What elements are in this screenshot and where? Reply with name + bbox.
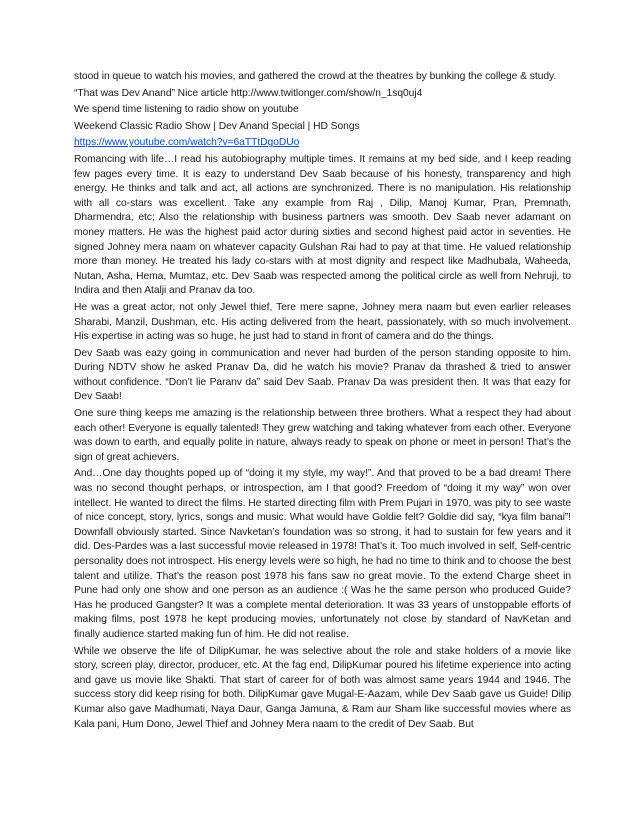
- paragraph: While we observe the life of DilipKumar, he was selective about the role and stake holders of a movie like story, screen play, director, producer, etc. At the fag end, DilipKumar poured his lifetime experience into acting and gave us movie like Shakti. That start of career for of both was almost same years 1944 and 1946. The success story did keep rising for both. DilipKumar gave Mugal-E-Aazam, while Dev Saab gave us Guide! Dilip Kumar also gave Madhumati, Naya Daur, Ganga Jamuna, & Ram aur Sham like successful movies where as Kala pani, Hum Dono, Jewel Thief and Johney Mera naam to the credit of Dev Saab. But: [74, 645, 571, 730]
- paragraph: And…One day thoughts poped up of “doing it my style, my way!”. And that proved to be a bad dream! There was no second thought perhaps, or introspection, am I that good? Freedom of “doing it my way” won over intellect. He wanted to direct the films. He started directing film with Prem Pujari in 1970, was pity to see waste of nice concept, story, lyrics, songs and music. What would have Goldie felt? Goldie did say, “kya film banai”! Downfall obviously started. Since Navketan’s foundation was so strong, it had to sustain for few years and it did. Des-Pardes was a last successful movie released in 1978! That’s it. Too much involved in self, Self-centric personality does not introspect. His energy levels were so high, he had no time to think and to choose the best talent and utilize. That’s the reason post 1978 his fans saw no great movie. To the extend Charge sheet in Pune had only one show and one person as an audience :( Was he the same person who produced Guide? Has he produced Gangster? It was a complete mental deterioration. It was 33 years of unstoppable efforts of making films, post 1978 he kept producing movies, unfortunately not close by standard of NavKetan and finally audience started making fun of him. He did not realise.: [74, 468, 571, 640]
- article-reference: “That was Dev Anand” Nice article http://www.twitlonger.com/show/n_1sq0uj4: [74, 87, 423, 99]
- paragraph: We spend time listening to radio show on youtube: [74, 104, 299, 116]
- youtube-link[interactable]: https://www.youtube.com/watch?v=6aTTtDgoDUo: [74, 137, 300, 149]
- paragraph: Romancing with life…I read his autobiography multiple times. It remains at my bed side, and I keep reading few pages every time. It is eazy to understand Dev Saab because of his honesty, transparency and high energy. He thinks and talk and act, all actions are synchronized. There is no manipulation. His relationship with all co-stars was excellent. Take any example from Raj , Dilip, Manoj Kumar, Pran, Premnath, Dharmendra, etc; Also the relationship with business partners was smooth. Dev Saab never adamant on money matters. He was the highest paid actor during sixties and second highest paid actor in seventies. He signed Johney mera naam on whatever capacity Gulshan Rai had to pay at that time. He valued relationship more than money. He treated his lady co-stars with at most dignity and respect like Madhubala, Waheeda, Nutan, Asha, Hema, Mumtaz, etc. Dev Saab was respected among the political circle as well from Nehruji, to Indira and then Atalji and Pranav da too.: [74, 153, 571, 297]
- paragraph: stood in queue to watch his movies, and gathered the crowd at the theatres by bunking the college & study.: [74, 71, 557, 82]
- paragraph: Dev Saab was eazy going in communication and never had burden of the person standing opposite to him. During NDTV show he asked Pranav Da, did he watch his movie? Pranav da thrashed & tried to answer without confidence. “Don’t lie Paranv da” said Dev Saab. Pranav Da was president then. It was that eazy for Dev Saab!: [74, 347, 571, 403]
- video-title: Weekend Classic Radio Show | Dev Anand Special | HD Songs: [74, 120, 360, 132]
- paragraph: He was a great actor, not only Jewel thief, Tere mere sapne, Johney mera naam but even earlier releases Sharabi, Manzil, Dushman, etc. His acting delivered from the heart, passionately, with so much involvement. His expertise in acting was so huge, he just had to stand in front of camera and do the things.: [74, 301, 571, 343]
- paragraph: One sure thing keeps me amazing is the relationship between three brothers. What a respect they had about each other! Everyone is equally talented! They grew watching and taking whatever from each other. Everyone was down to earth, and equally polite in nature, always ready to speak on phone or meet in person! That’s the sign of great achievers.: [74, 408, 571, 463]
